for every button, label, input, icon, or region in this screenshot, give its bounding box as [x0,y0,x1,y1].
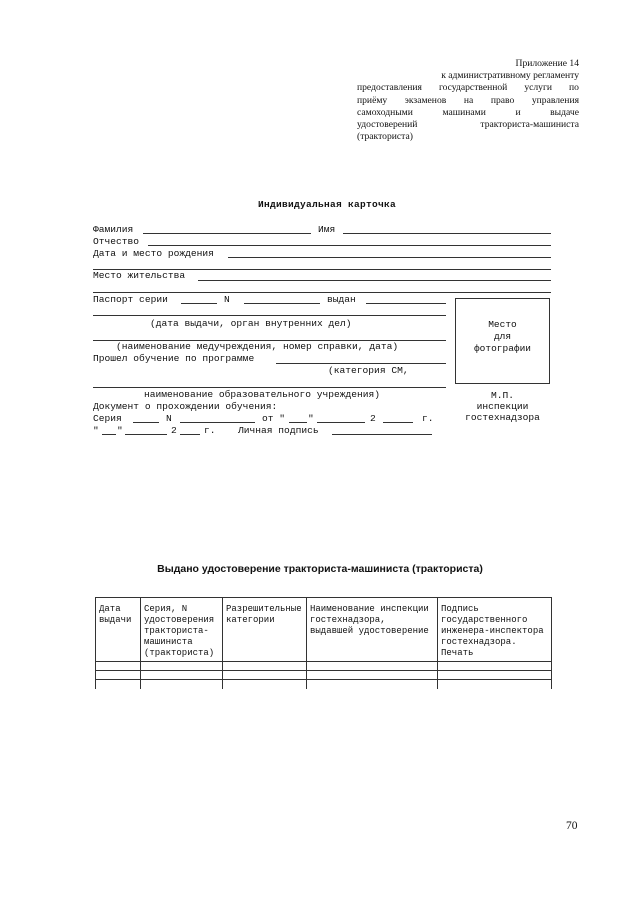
annex-line-6 [357,119,579,131]
sign-month-field[interactable] [125,434,167,435]
table-cell[interactable] [307,662,438,671]
col-series-number: Серия, N удостоверения тракториста-машиниста (тракториста) [141,598,223,662]
annex-word: управления [531,94,579,106]
annex-word: удостоверений [357,119,418,131]
table-cell[interactable] [223,662,307,671]
annex-title: Приложение 14 [515,58,579,69]
surname-label: Фамилия [93,224,134,235]
annex-word: самоходными [357,106,413,118]
table-cell[interactable] [223,671,307,680]
sign-year-prefix: 2 [171,425,177,436]
category-caption: (категория СМ, [328,365,409,376]
passport-series-field[interactable] [181,303,217,304]
table-cell[interactable] [141,662,223,671]
stamp-caption-line: М.П. [490,390,515,401]
doc-series-field[interactable] [133,422,159,423]
table-row [96,671,552,680]
date-quote-close: " [117,425,123,436]
table-header-row [96,598,552,662]
name-label: Имя [318,224,336,235]
table-cell[interactable] [141,680,223,690]
photo-caption-line: фотографии [473,343,531,354]
annex-word: и [515,106,521,118]
birth-label: Дата и место рождения [93,248,214,259]
annex-word: приёму [357,94,388,106]
stamp-caption [455,390,550,423]
doc-month-field[interactable] [317,422,365,423]
issue-caption: (дата выдачи, орган внутренних дел) [150,318,352,329]
annex-word: выдаче [550,106,579,118]
patronymic-label: Отчество [93,236,140,247]
annex-word: право [490,94,515,106]
photo-caption-line: для [493,331,512,342]
annex-line-2: к административному регламенту [441,70,579,82]
residence-label: Место жительства [93,270,186,281]
col-inspection-name: Наименование инспекции гостехнадзора, выдавшей удостоверение [307,598,438,662]
stamp-caption-line: инспекции [476,401,529,412]
medical-caption: (наименование медучреждения, номер справки, дата) [116,341,399,352]
residence-field[interactable] [198,280,551,281]
table-cell[interactable] [438,680,552,690]
sign-year-suffix: г. [204,425,216,436]
table-cell[interactable] [96,671,141,680]
table-row [96,680,552,690]
issued-table [95,597,552,689]
residence-field-line-2[interactable] [93,292,551,293]
annex-word: предоставления [357,82,422,94]
table-cell[interactable] [96,680,141,690]
table-cell[interactable] [96,662,141,671]
issued-by-field[interactable] [366,303,446,304]
sign-year-field[interactable] [180,434,200,435]
doc-year-field[interactable] [383,422,413,423]
date-quote-open: " [93,425,99,436]
table-cell[interactable] [307,671,438,680]
annex-header [357,58,579,143]
annex-word: на [463,94,474,106]
name-field[interactable] [343,233,551,234]
passport-number-sign: N [224,294,230,305]
doc-day-field[interactable] [289,422,307,423]
col-categories: Разрешительные категории [223,598,307,662]
from-label: от " [262,413,286,424]
issued-by-label: выдан [327,294,356,305]
table-cell[interactable] [438,662,552,671]
photo-placeholder [455,298,550,384]
annex-line-3 [357,82,579,94]
doc-number-field[interactable] [180,422,255,423]
annex-word: тракториста-машиниста [480,119,579,131]
annex-line-5 [357,107,579,119]
quote-close: " [308,413,314,424]
school-field[interactable] [93,387,446,388]
annex-line-7: (тракториста) [357,131,413,143]
photo-caption [456,319,549,355]
passport-series-label: Паспорт серии [93,294,168,305]
annex-word: государственной [438,82,508,94]
surname-field[interactable] [143,233,311,234]
signature-label: Личная подпись [238,425,319,436]
passport-number-field[interactable] [244,303,320,304]
annex-word: по [569,82,579,94]
sign-day-field[interactable] [102,434,116,435]
doc-number-sign: N [166,413,172,424]
document-label: Документ о прохождении обучения: [93,401,278,412]
issued-by-field-line-2[interactable] [93,315,446,316]
page-number: 70 [566,820,578,832]
annex-word: услуги [524,82,553,94]
training-program-field[interactable] [276,363,446,364]
birth-field[interactable] [228,257,551,258]
year-suffix: г. [422,413,434,424]
table-row [96,662,552,671]
table-cell[interactable] [141,671,223,680]
issued-section-title: Выдано удостоверение тракториста-машиниста (тракториста) [157,563,483,575]
annex-line-4 [357,95,579,107]
signature-field[interactable] [332,434,432,435]
school-caption: наименование образовательного учреждения) [144,389,381,400]
table-cell[interactable] [307,680,438,690]
photo-caption-line: Место [488,319,517,330]
col-issue-date: Дата выдачи [96,598,141,662]
stamp-caption-line: гостехнадзора [465,412,540,423]
series-label: Серия [93,413,122,424]
card-title: Индивидуальная карточка [258,199,397,210]
annex-word: машинами [442,106,486,118]
year-prefix: 2 [370,413,376,424]
training-label: Прошел обучение по программе [93,353,255,364]
table-cell[interactable] [223,680,307,690]
patronymic-field[interactable] [148,245,551,246]
col-inspector-signature: Подпись государственного инженера-инспектора гостехнадзора. Печать [438,598,552,662]
annex-word: экзаменов [404,94,447,106]
table-cell[interactable] [438,671,552,680]
